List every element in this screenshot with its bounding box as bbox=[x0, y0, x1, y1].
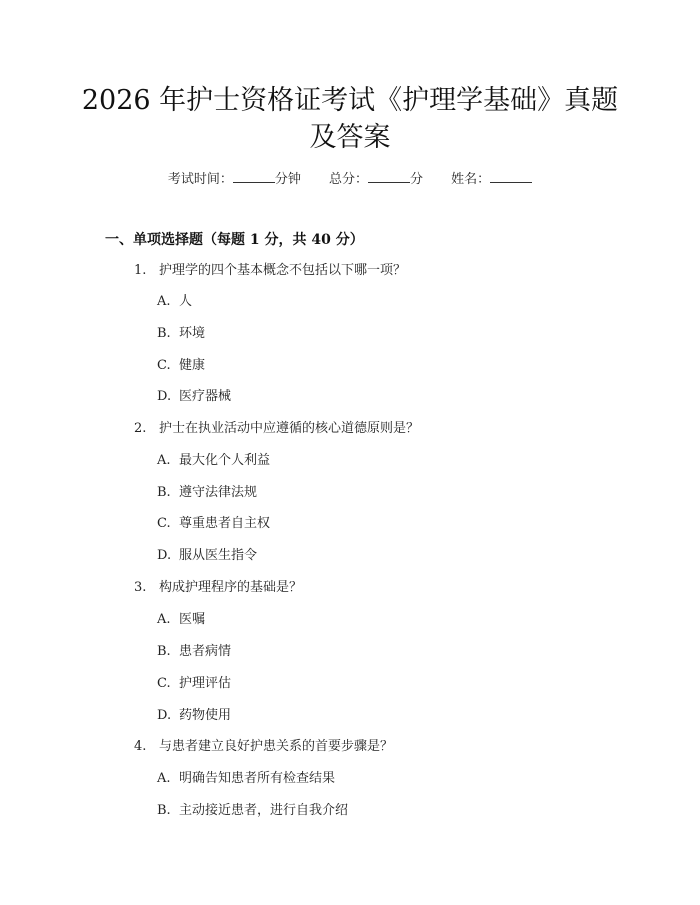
question-text: 护理学的四个基本概念不包括以下哪一项？ bbox=[159, 263, 407, 278]
question-number: 2. bbox=[134, 421, 147, 436]
option-text: 主动接近患者，进行自我介绍 bbox=[179, 803, 349, 818]
option-text: 医嘱 bbox=[179, 612, 206, 627]
option bbox=[157, 452, 270, 470]
option bbox=[157, 770, 335, 788]
question-text: 构成护理程序的基础是？ bbox=[159, 580, 303, 595]
exam-time-blank bbox=[233, 170, 275, 183]
option-text: 服从医生指令 bbox=[179, 548, 258, 563]
option-text: 尊重患者自主权 bbox=[179, 516, 271, 531]
option bbox=[157, 515, 270, 533]
option-letter: B. bbox=[157, 644, 171, 659]
exam-time bbox=[168, 170, 301, 189]
option-letter: D. bbox=[157, 708, 172, 723]
option bbox=[157, 802, 348, 820]
document-title-line-1: 2026 年护士资格证考试《护理学基础》真题 bbox=[81, 85, 619, 116]
option bbox=[157, 325, 205, 343]
option-text: 环境 bbox=[179, 326, 206, 341]
option-letter: C. bbox=[157, 358, 171, 373]
candidate-name-blank bbox=[490, 170, 532, 183]
option-letter: B. bbox=[157, 485, 171, 500]
option-text: 健康 bbox=[179, 358, 206, 373]
question bbox=[134, 579, 302, 597]
total-score-blank bbox=[368, 170, 410, 183]
candidate-name-label: 姓名： bbox=[451, 172, 491, 187]
total-score-label: 总分： bbox=[328, 172, 368, 187]
option-text: 患者病情 bbox=[179, 644, 232, 659]
document-title-line-2: 及答案 bbox=[309, 122, 391, 153]
question bbox=[134, 420, 419, 438]
option-text: 最大化个人利益 bbox=[179, 453, 271, 468]
option bbox=[157, 707, 231, 725]
option bbox=[157, 388, 231, 406]
option-text: 医疗器械 bbox=[179, 389, 232, 404]
option-letter: C. bbox=[157, 676, 171, 691]
total-score-unit: 分 bbox=[410, 172, 424, 187]
exam-time-unit: 分钟 bbox=[274, 172, 301, 187]
option-text: 人 bbox=[179, 294, 193, 309]
candidate-name bbox=[451, 170, 532, 189]
question-number: 1. bbox=[134, 263, 147, 278]
option-text: 药物使用 bbox=[179, 708, 232, 723]
option-letter: A. bbox=[157, 771, 171, 786]
exam-meta bbox=[0, 170, 700, 189]
section-title: 一、单项选择题（每题 1 分，共 40 分） bbox=[105, 232, 364, 248]
question-text: 护士在执业活动中应遵循的核心道德原则是？ bbox=[159, 421, 420, 436]
option-letter: D. bbox=[157, 389, 172, 404]
option bbox=[157, 547, 257, 565]
option bbox=[157, 484, 257, 502]
exam-time-label: 考试时间： bbox=[167, 172, 233, 187]
question-text: 与患者建立良好护患关系的首要步骤是？ bbox=[159, 739, 394, 754]
option-letter: A. bbox=[157, 294, 171, 309]
option-letter: A. bbox=[157, 453, 171, 468]
option-letter: B. bbox=[157, 326, 171, 341]
option bbox=[157, 293, 192, 311]
option-letter: D. bbox=[157, 548, 172, 563]
question bbox=[134, 262, 406, 280]
option-text: 明确告知患者所有检查结果 bbox=[179, 771, 336, 786]
question-number: 4. bbox=[134, 739, 147, 754]
option-letter: A. bbox=[157, 612, 171, 627]
question bbox=[134, 738, 393, 756]
option-letter: C. bbox=[157, 516, 171, 531]
option-text: 护理评估 bbox=[179, 676, 232, 691]
option bbox=[157, 643, 231, 661]
option-letter: B. bbox=[157, 803, 171, 818]
question-number: 3. bbox=[134, 580, 147, 595]
total-score bbox=[329, 170, 423, 189]
option bbox=[157, 675, 231, 693]
option bbox=[157, 611, 205, 629]
option-text: 遵守法律法规 bbox=[179, 485, 258, 500]
option bbox=[157, 357, 205, 375]
